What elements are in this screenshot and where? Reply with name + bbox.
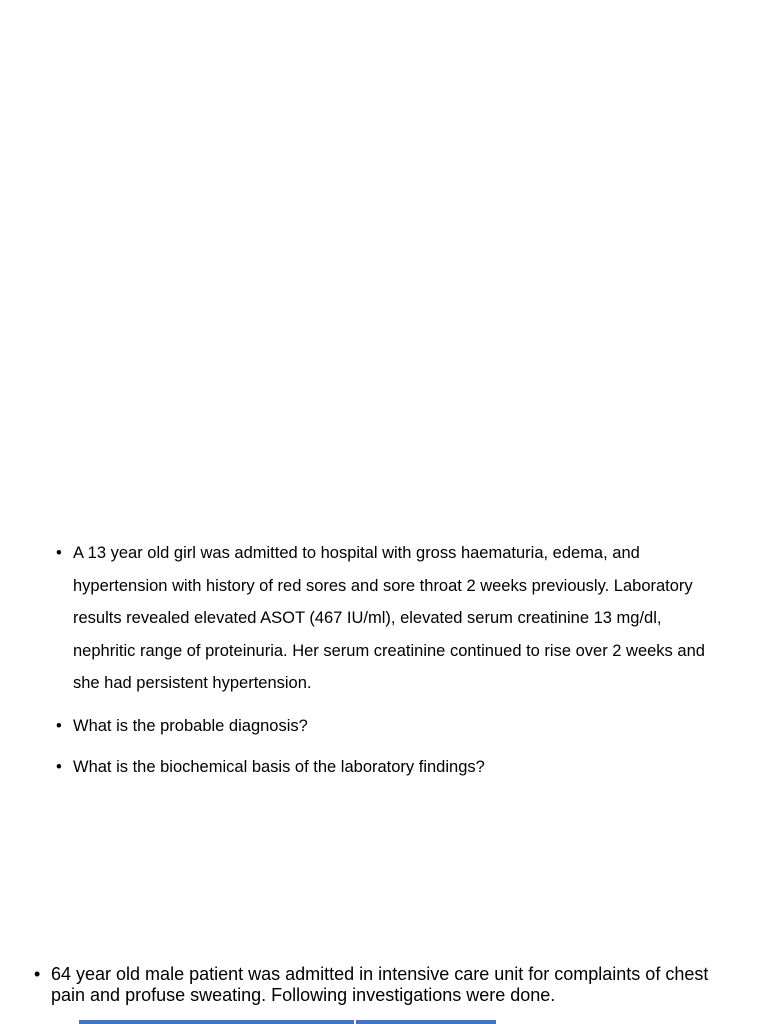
case-description-2-text: 64 year old male patient was admitted in intensive care unit for complaints of chest pain and profuse sweating. Following investigations were done. — [51, 964, 709, 1005]
bullet-case-description — [56, 537, 716, 700]
bullet-dot: • — [56, 544, 62, 562]
table-header-cell — [356, 1020, 496, 1024]
question-diagnosis-text: What is the probable diagnosis? — [73, 716, 308, 735]
table-header-cell — [79, 1020, 354, 1024]
bullet-question-biochemical-basis — [56, 751, 716, 783]
bullet-question-diagnosis — [56, 710, 716, 742]
bullet-case-description-2 — [34, 964, 734, 1006]
case-study-2 — [34, 964, 734, 1006]
bullet-dot: • — [34, 964, 41, 984]
bullet-dot: • — [56, 757, 62, 776]
case-study-1 — [56, 537, 716, 783]
case-description-text: A 13 year old girl was admitted to hospital with gross haematuria, edema, and hypertension with history of red sores and sore throat 2 weeks previously. Laboratory results revealed elevated ASOT (467 IU/ml), elevated serum creatinine 13 mg/dl, nephritic range of proteinuria. Her serum creatinine continued to rise over 2 weeks and she had persistent hypertension. — [73, 544, 705, 692]
bullet-dot: • — [56, 716, 62, 735]
question-biochemical-basis-text: What is the biochemical basis of the laboratory findings? — [73, 757, 485, 776]
